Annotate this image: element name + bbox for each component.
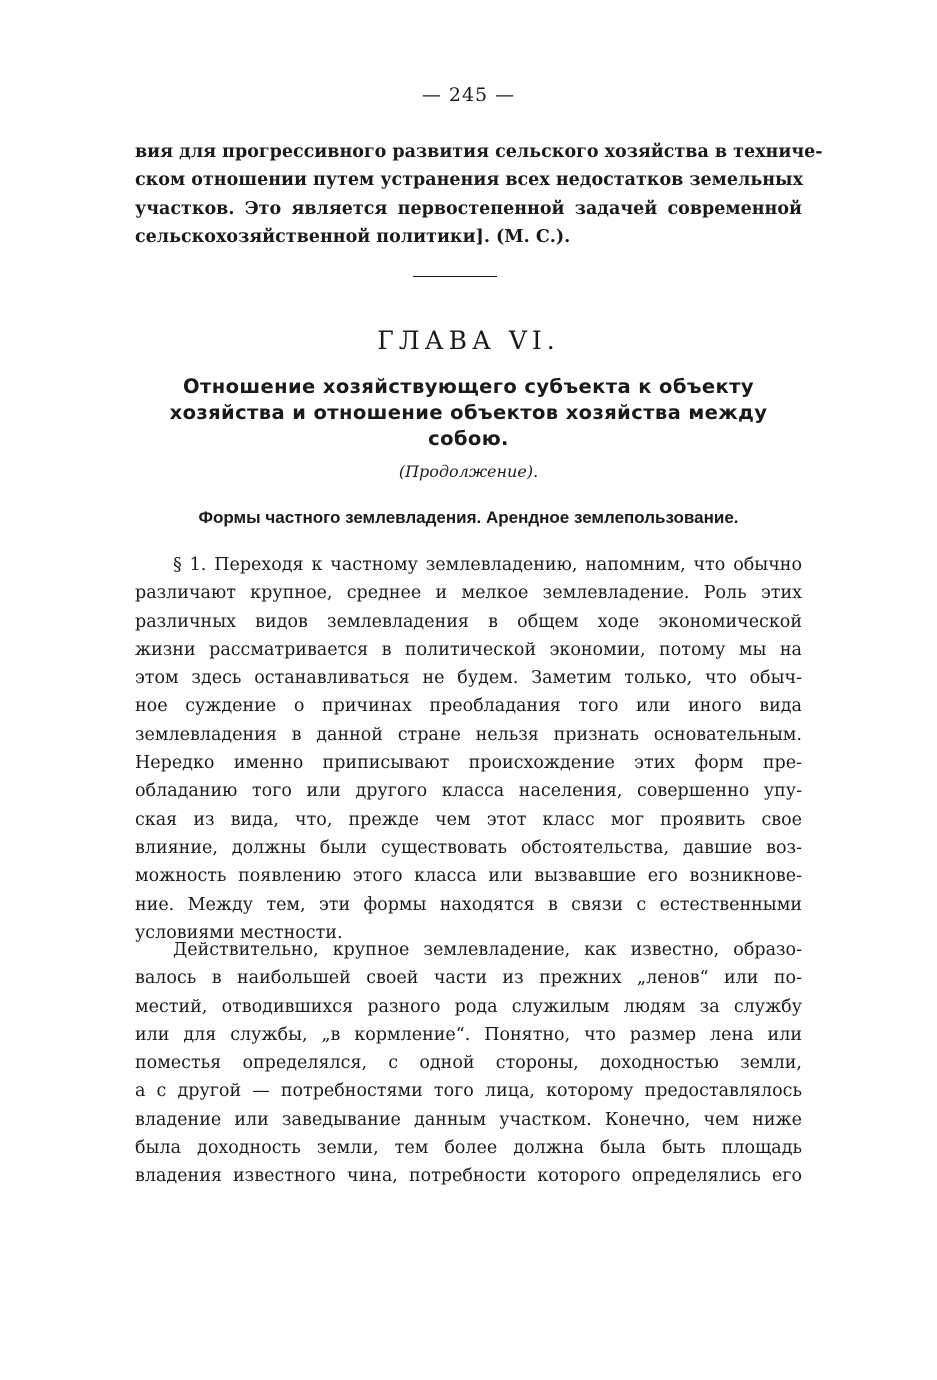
text-line: владение или заведывание данным участком. Конечно, чем ниже: [135, 1109, 802, 1130]
text-line: владения известного чина, потребности которого определялись его: [135, 1166, 802, 1187]
text-line: обладанию того или другого класса населения, совершенно упу-: [135, 781, 802, 802]
continuation-note: (Продолжение).: [398, 462, 539, 481]
text-line: или для службы, „в кормление“. Понятно, что размер лена или: [135, 1024, 802, 1045]
text-line: сельскохозяйственной политики]. (М. С.).: [135, 226, 571, 247]
text-line: различают крупное, среднее и мелкое землевладение. Роль этих: [135, 583, 802, 604]
book-page: [135, 0, 823, 1380]
section-divider: [413, 276, 497, 277]
paragraph-2: [135, 936, 802, 1191]
text-line: условиями местности.: [135, 922, 343, 943]
subtitle-line: хозяйства и отношение объектов хозяйства между: [169, 401, 768, 424]
text-line: землевладения в данной стране нельзя признать основательным.: [135, 724, 802, 745]
text-line: а с другой — потребностями того лица, которому предоставлялось: [135, 1081, 802, 1102]
text-line: валось в наибольшей своей части из прежних „ленов“ или по-: [135, 968, 802, 989]
text-line: влияние, должны были существовать обстоятельства, давшие воз-: [135, 837, 802, 858]
intro-paragraph: [135, 138, 823, 251]
text-line: Действительно, крупное землевладение, как известно, образо-: [173, 940, 802, 960]
chapter-title: ГЛАВА VI.: [377, 326, 560, 355]
text-line: местий, отводившихся разного рода служилым людям за службу: [135, 996, 802, 1017]
text-line: § 1. Переходя к частному землевладению, напомним, что обычно: [173, 555, 802, 575]
text-line: жизни рассматривается в политической экономии, потому мы на: [135, 639, 802, 660]
text-line: ском отношении путем устранения всех недостатков земельных: [135, 170, 804, 191]
text-line: ние. Между тем, эти формы находятся в связи с естественными: [135, 894, 802, 915]
text-line: поместья определялся, с одной стороны, доходностью земли,: [135, 1053, 802, 1074]
text-line: была доходность земли, тем более должна была быть площадь: [135, 1138, 802, 1159]
paragraph-1: [135, 551, 802, 947]
subtitle-line: Отношение хозяйствующего субъекта к объекту: [183, 375, 754, 398]
text-line: можность появлению этого класса или вызвавшие его возникнове-: [135, 866, 802, 887]
text-line: участков. Это является первостепенной задачей современной: [135, 198, 802, 219]
chapter-subtitle: [163, 374, 774, 452]
text-line: ская из вида, что, прежде чем этот класс мог проявить свое: [135, 809, 802, 830]
text-line: различных видов землевладения в общем ходе экономической: [135, 611, 802, 632]
section-heading: Формы частного землевладения. Арендное землепользование.: [198, 508, 739, 527]
text-line: этом здесь останавливаться не будем. Заметим только, что обыч-: [135, 668, 802, 689]
text-line: вия для прогрессивного развития сельского хозяйства в техниче-: [135, 142, 823, 162]
text-line: ное суждение о причинах преобладания того или иного вида: [135, 696, 802, 717]
text-line: Нередко именно приписывают происхождение этих форм пре-: [135, 753, 802, 774]
page-number: — 245 —: [421, 84, 516, 106]
subtitle-line: собою.: [428, 427, 509, 450]
